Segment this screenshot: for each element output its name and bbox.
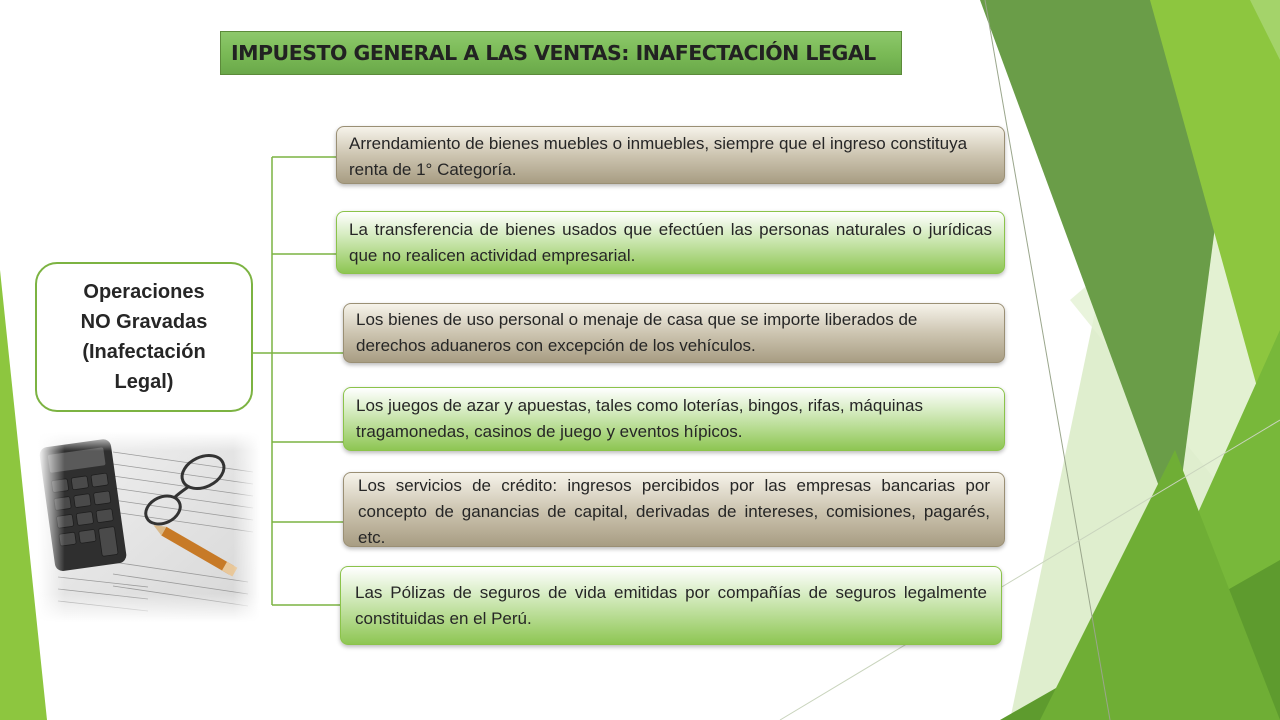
root-node	[35, 262, 253, 412]
item-1-text: Arrendamiento de bienes muebles o inmuebles, siempre que el ingreso constituya renta de 1° Categoría.	[349, 133, 968, 179]
root-node-label: Operaciones NO Gravadas (Inafectación Legal)	[80, 281, 208, 393]
item-1	[336, 126, 1005, 184]
item-2-text: La transferencia de bienes usados que efectúen las personas naturales o jurídicas que no realicen actividad empresarial.	[349, 219, 992, 265]
calculator-documents-image	[38, 432, 260, 622]
item-3-text: Los bienes de uso personal o menaje de casa que se importe liberados de derechos aduaneros con excepción de los vehículos.	[356, 310, 918, 355]
item-4-text: Los juegos de azar y apuestas, tales como loterías, bingos, rifas, máquinas tragamonedas, casinos de juego y eventos hípicos.	[356, 396, 923, 441]
item-5-text: Los servicios de crédito: ingresos percibidos por las empresas bancarias por concepto de ganancias de capital, derivadas de intereses, comisiones, pagarés, etc.	[358, 476, 990, 547]
title-bar	[220, 31, 902, 75]
item-6-text: Las Pólizas de seguros de vida emitidas por compañías de seguros legalmente constituidas en el Perú.	[355, 582, 987, 628]
item-3	[343, 303, 1005, 363]
item-6	[340, 566, 1002, 645]
item-4	[343, 387, 1005, 451]
item-2	[336, 211, 1005, 274]
page-title: IMPUESTO GENERAL A LAS VENTAS: INAFECTACIÓN LEGAL	[231, 41, 876, 65]
item-5	[343, 472, 1005, 547]
